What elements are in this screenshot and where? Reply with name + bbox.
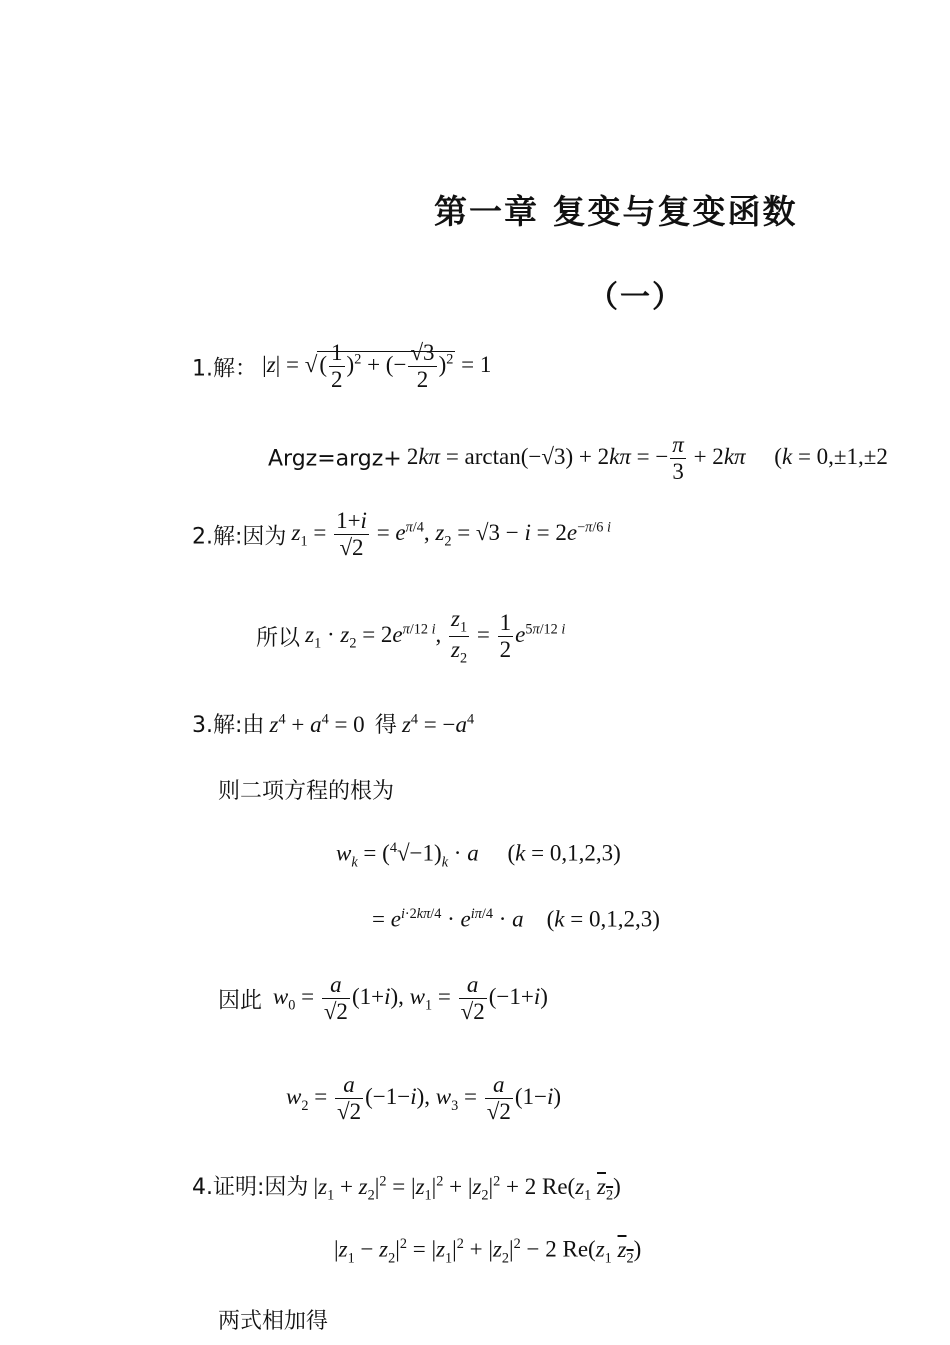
- formula-w0-w1: $w_0$ = $\frac{a}{√2}$ (1+i), $w_1$ = $\frac{a}{√2}$ (−1+i): [272, 972, 548, 1025]
- problem-3-label: 3.解:由: [192, 713, 265, 738]
- formula-equation-result: $z^4 = -a^4$: [401, 711, 475, 737]
- section-number: （一）: [588, 280, 684, 315]
- formula-difference-modulus: $|z_1 - z_2|^2 = |z_1|^2 + |z_2|^2 - 2$ $Re(z_1$ $z_2$): [334, 1236, 642, 1267]
- chapter-title: 第一章 复变与复变函数: [434, 192, 798, 231]
- problem-2-label: 2.解:因为: [192, 524, 287, 550]
- problem-3-line-1: [192, 708, 474, 739]
- hence-label: 因此: [218, 988, 263, 1014]
- argz-label: Argz=argz+: [268, 446, 402, 472]
- formula-wk-2: = $e^{i\cdot 2k\pi/4} \cdot e^{i\pi/4} \cdot a$ (k = 0,1,2,3): [372, 906, 660, 932]
- sum-text: 两式相加得: [218, 1309, 329, 1334]
- problem-4-line-1: [192, 1170, 621, 1205]
- problem-4-label: 4.证明:因为: [192, 1175, 309, 1200]
- problem-2-line-2: [256, 606, 565, 667]
- therefore-label: 所以: [256, 625, 301, 651]
- formula-wk-1: $w_k = (^4√-1)_k \cdot a$ (k = 0,1,2,3): [336, 840, 621, 871]
- get-word: 得: [374, 713, 397, 738]
- formula-argument: 2kπ = arctan(−√3) + 2kπ = − $\frac{\pi}{3}$ + 2kπ (k = 0,±1,±2: [406, 432, 888, 485]
- formula-z1-z2: $z_1$ = $\frac{1+i}{√2}$ = $e^{\pi/4}$, $z_2 = √3 - i = 2e^{-\pi/6 i}$: [291, 508, 611, 561]
- formula-product-quotient: $z_1 \cdot z_2 = 2e^{\pi/12 i}$, $\frac{z_1}{z_2}$ = $\frac{1}{2}$ $e^{5\pi/12 i}$: [305, 606, 566, 667]
- formula-w2-w3: $w_2$ = $\frac{a}{√2}$ (−1−i), $w_3$ = $\frac{a}{√2}$ (1−i): [286, 1072, 562, 1125]
- problem-1-line-2: [268, 432, 888, 486]
- problem-1-label: 1.解：: [192, 356, 257, 382]
- formula-sum-modulus: $|z_1 + z_2|^2 = |z_1|^2 + |z_2|^2 + 2$ $Re(z_1$ $z_2$): [313, 1173, 621, 1204]
- problem-3-w0-w1: [218, 972, 548, 1026]
- problem-2-line-1: [192, 508, 611, 562]
- formula-equation: $z^4 + a^4 = 0$: [269, 711, 365, 737]
- roots-text: 则二项方程的根为: [218, 779, 395, 804]
- problem-1-line-1: [192, 340, 491, 394]
- formula-modulus: |z| = √( $\frac{1}{2}$ )$^2$ + (− $\frac{√3}{2}$ )$^2$ = 1: [262, 340, 492, 393]
